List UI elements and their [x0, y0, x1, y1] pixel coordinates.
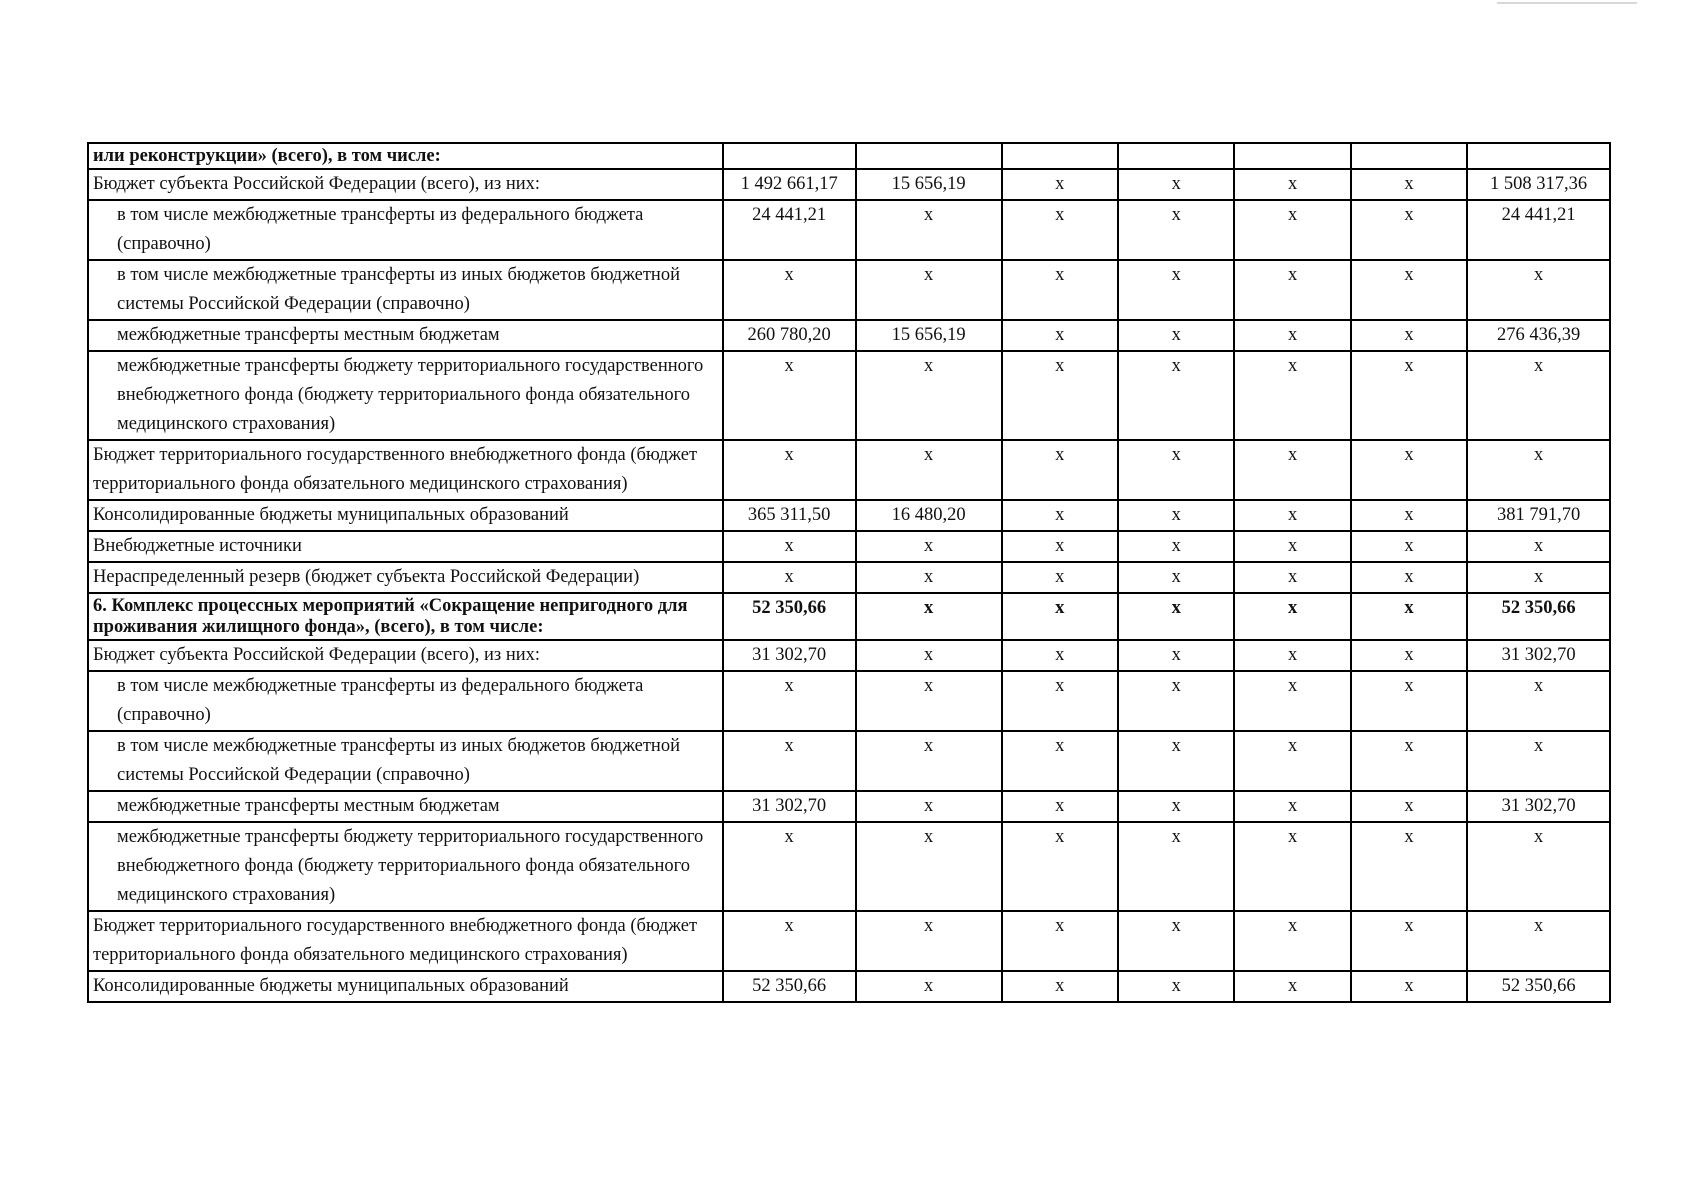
value-cell: x	[1351, 200, 1467, 260]
value-cell: x	[1118, 911, 1234, 971]
table-row	[88, 200, 1610, 260]
value-cell: x	[723, 440, 856, 500]
value-cell: x	[1118, 260, 1234, 320]
value-cell: x	[1118, 791, 1234, 822]
table-row	[88, 911, 1610, 971]
value-cell: x	[1118, 440, 1234, 500]
row-label: межбюджетные трансферты местным бюджетам	[117, 796, 500, 816]
value-cell: x	[1002, 169, 1118, 200]
value-cell: x	[1002, 640, 1118, 671]
table-row	[88, 440, 1610, 500]
value-cell: x	[1118, 562, 1234, 593]
value-cell: x	[1234, 320, 1350, 351]
scan-edge-mark	[1497, 2, 1637, 7]
table-row	[88, 671, 1610, 731]
value-cell: 1 492 661,17	[723, 169, 856, 200]
value-cell: x	[1118, 500, 1234, 531]
value-cell: x	[1351, 671, 1467, 731]
value-cell: x	[1118, 351, 1234, 440]
value-cell: x	[1002, 200, 1118, 260]
value-cell: x	[1234, 971, 1350, 1002]
value-cell: x	[1002, 822, 1118, 911]
value-cell: x	[1118, 671, 1234, 731]
value-cell: x	[1118, 822, 1234, 911]
value-cell: x	[856, 971, 1002, 1002]
row-label-cell	[88, 500, 723, 531]
value-cell: x	[856, 440, 1002, 500]
row-label-cell	[88, 169, 723, 200]
row-label: Бюджет территориального государственного внебюджетного фонда (бюджет территориального фонда обязательного медицинского страхования)	[93, 916, 698, 965]
value-cell: x	[1234, 593, 1350, 640]
value-cell: x	[1234, 351, 1350, 440]
value-cell: 31 302,70	[723, 640, 856, 671]
value-cell: x	[1351, 169, 1467, 200]
value-cell: x	[1234, 822, 1350, 911]
table-row	[88, 971, 1610, 1002]
table-row	[88, 593, 1610, 640]
value-cell: x	[1351, 971, 1467, 1002]
value-cell: x	[856, 640, 1002, 671]
row-label: в том числе межбюджетные трансферты из федерального бюджета (справочно)	[117, 676, 644, 725]
value-cell: 52 350,66	[1467, 971, 1610, 1002]
value-cell: x	[1467, 671, 1610, 731]
value-cell: x	[1351, 562, 1467, 593]
value-cell: 52 350,66	[723, 593, 856, 640]
value-cell: x	[1234, 640, 1350, 671]
value-cell: x	[1351, 640, 1467, 671]
value-cell: x	[856, 822, 1002, 911]
row-label: 6. Комплекс процессных мероприятий «Сокращение непригодного для проживания жилищного фонда», (всего), в том числе:	[93, 596, 688, 637]
value-cell: x	[856, 911, 1002, 971]
row-label: Консолидированные бюджеты муниципальных образований	[93, 976, 569, 996]
row-label-cell	[88, 971, 723, 1002]
value-cell: x	[723, 822, 856, 911]
value-cell: 24 441,21	[723, 200, 856, 260]
value-cell: x	[1002, 791, 1118, 822]
value-cell: x	[1351, 440, 1467, 500]
value-cell	[1118, 143, 1234, 169]
row-label: межбюджетные трансферты местным бюджетам	[117, 325, 500, 345]
value-cell: 31 302,70	[1467, 791, 1610, 822]
table-row	[88, 640, 1610, 671]
row-label-cell	[88, 731, 723, 791]
value-cell: 52 350,66	[1467, 593, 1610, 640]
value-cell: 276 436,39	[1467, 320, 1610, 351]
value-cell: x	[1118, 593, 1234, 640]
value-cell: 16 480,20	[856, 500, 1002, 531]
table-row	[88, 562, 1610, 593]
value-cell: x	[856, 593, 1002, 640]
row-label-cell	[88, 260, 723, 320]
value-cell: x	[1351, 791, 1467, 822]
row-label-cell	[88, 671, 723, 731]
value-cell: x	[1467, 911, 1610, 971]
value-cell: 52 350,66	[723, 971, 856, 1002]
value-cell: 24 441,21	[1467, 200, 1610, 260]
value-cell: x	[1002, 351, 1118, 440]
value-cell: x	[1234, 500, 1350, 531]
row-label-cell	[88, 440, 723, 500]
table-row	[88, 791, 1610, 822]
value-cell: 1 508 317,36	[1467, 169, 1610, 200]
table-row	[88, 260, 1610, 320]
value-cell: x	[723, 351, 856, 440]
row-label: межбюджетные трансферты бюджету территориального государственного внебюджетного фонда (бюджету территориального фонда обязательного медицинского страхования)	[117, 827, 704, 905]
value-cell: 31 302,70	[723, 791, 856, 822]
value-cell: x	[723, 531, 856, 562]
row-label-cell	[88, 822, 723, 911]
value-cell: x	[1234, 791, 1350, 822]
table-row	[88, 822, 1610, 911]
value-cell: x	[856, 562, 1002, 593]
table-row	[88, 351, 1610, 440]
table-row	[88, 500, 1610, 531]
value-cell: x	[1351, 500, 1467, 531]
value-cell: x	[856, 351, 1002, 440]
value-cell: x	[1002, 500, 1118, 531]
row-label-cell	[88, 593, 723, 640]
value-cell: 15 656,19	[856, 169, 1002, 200]
value-cell: x	[1118, 731, 1234, 791]
row-label: Бюджет территориального государственного внебюджетного фонда (бюджет территориального фонда обязательного медицинского страхования)	[93, 445, 698, 494]
value-cell: x	[1351, 822, 1467, 911]
value-cell: x	[1002, 593, 1118, 640]
value-cell: x	[1467, 822, 1610, 911]
value-cell: x	[1002, 671, 1118, 731]
value-cell: x	[1351, 531, 1467, 562]
row-label: или реконструкции» (всего), в том числе:	[93, 146, 441, 166]
value-cell: x	[1002, 731, 1118, 791]
row-label: межбюджетные трансферты бюджету территориального государственного внебюджетного фонда (бюджету территориального фонда обязательного медицинского страхования)	[117, 356, 704, 434]
row-label-cell	[88, 911, 723, 971]
value-cell: 31 302,70	[1467, 640, 1610, 671]
value-cell: x	[1351, 911, 1467, 971]
value-cell: x	[1234, 911, 1350, 971]
row-label-cell	[88, 562, 723, 593]
row-label-cell	[88, 531, 723, 562]
value-cell	[1351, 143, 1467, 169]
row-label-cell	[88, 200, 723, 260]
value-cell: x	[1467, 731, 1610, 791]
value-cell	[723, 143, 856, 169]
value-cell: x	[723, 911, 856, 971]
value-cell	[856, 143, 1002, 169]
value-cell: x	[1234, 169, 1350, 200]
value-cell	[1234, 143, 1350, 169]
value-cell: x	[1118, 320, 1234, 351]
value-cell: 15 656,19	[856, 320, 1002, 351]
value-cell: x	[856, 791, 1002, 822]
row-label-cell	[88, 143, 723, 169]
value-cell: x	[856, 531, 1002, 562]
value-cell	[1467, 143, 1610, 169]
table-row	[88, 169, 1610, 200]
row-label-cell	[88, 791, 723, 822]
value-cell: x	[1002, 911, 1118, 971]
value-cell: x	[1002, 320, 1118, 351]
row-label: в том числе межбюджетные трансферты из иных бюджетов бюджетной системы Российской Федерации (справочно)	[117, 736, 680, 785]
value-cell: x	[856, 200, 1002, 260]
value-cell: x	[1002, 440, 1118, 500]
value-cell: x	[1002, 260, 1118, 320]
value-cell: x	[1002, 971, 1118, 1002]
value-cell: x	[856, 260, 1002, 320]
value-cell	[1002, 143, 1118, 169]
value-cell: x	[1467, 531, 1610, 562]
value-cell: x	[1234, 260, 1350, 320]
value-cell: x	[1467, 440, 1610, 500]
value-cell: x	[1467, 351, 1610, 440]
value-cell: x	[1118, 169, 1234, 200]
value-cell: x	[723, 731, 856, 791]
value-cell: x	[1118, 200, 1234, 260]
row-label: Бюджет субъекта Российской Федерации (всего), из них:	[93, 645, 541, 665]
table-row	[88, 531, 1610, 562]
value-cell: x	[1234, 440, 1350, 500]
value-cell: x	[1351, 731, 1467, 791]
value-cell: x	[1467, 260, 1610, 320]
value-cell: x	[1234, 562, 1350, 593]
value-cell: x	[723, 562, 856, 593]
row-label: Бюджет субъекта Российской Федерации (всего), из них:	[93, 174, 541, 194]
value-cell: x	[1234, 731, 1350, 791]
value-cell: x	[1118, 531, 1234, 562]
row-label: в том числе межбюджетные трансферты из федерального бюджета (справочно)	[117, 205, 644, 254]
budget-table	[87, 142, 1611, 1003]
value-cell: x	[1002, 562, 1118, 593]
value-cell: 260 780,20	[723, 320, 856, 351]
value-cell: x	[1234, 531, 1350, 562]
row-label: Нераспределенный резерв (бюджет субъекта Российской Федерации)	[93, 567, 640, 587]
value-cell: x	[1118, 640, 1234, 671]
row-label-cell	[88, 320, 723, 351]
value-cell: x	[723, 671, 856, 731]
value-cell: x	[1351, 593, 1467, 640]
row-label: Внебюджетные источники	[93, 536, 302, 556]
value-cell: 381 791,70	[1467, 500, 1610, 531]
row-label: Консолидированные бюджеты муниципальных образований	[93, 505, 569, 525]
value-cell: x	[1002, 531, 1118, 562]
value-cell: x	[1234, 200, 1350, 260]
table-row	[88, 143, 1610, 169]
value-cell: x	[723, 260, 856, 320]
row-label-cell	[88, 640, 723, 671]
budget-table-body	[88, 143, 1610, 1002]
value-cell: 365 311,50	[723, 500, 856, 531]
row-label: в том числе межбюджетные трансферты из иных бюджетов бюджетной системы Российской Федерации (справочно)	[117, 265, 680, 314]
row-label-cell	[88, 351, 723, 440]
value-cell: x	[856, 671, 1002, 731]
value-cell: x	[1234, 671, 1350, 731]
table-row	[88, 320, 1610, 351]
value-cell: x	[856, 731, 1002, 791]
value-cell: x	[1118, 971, 1234, 1002]
value-cell: x	[1351, 260, 1467, 320]
value-cell: x	[1351, 351, 1467, 440]
value-cell: x	[1467, 562, 1610, 593]
value-cell: x	[1351, 320, 1467, 351]
table-row	[88, 731, 1610, 791]
